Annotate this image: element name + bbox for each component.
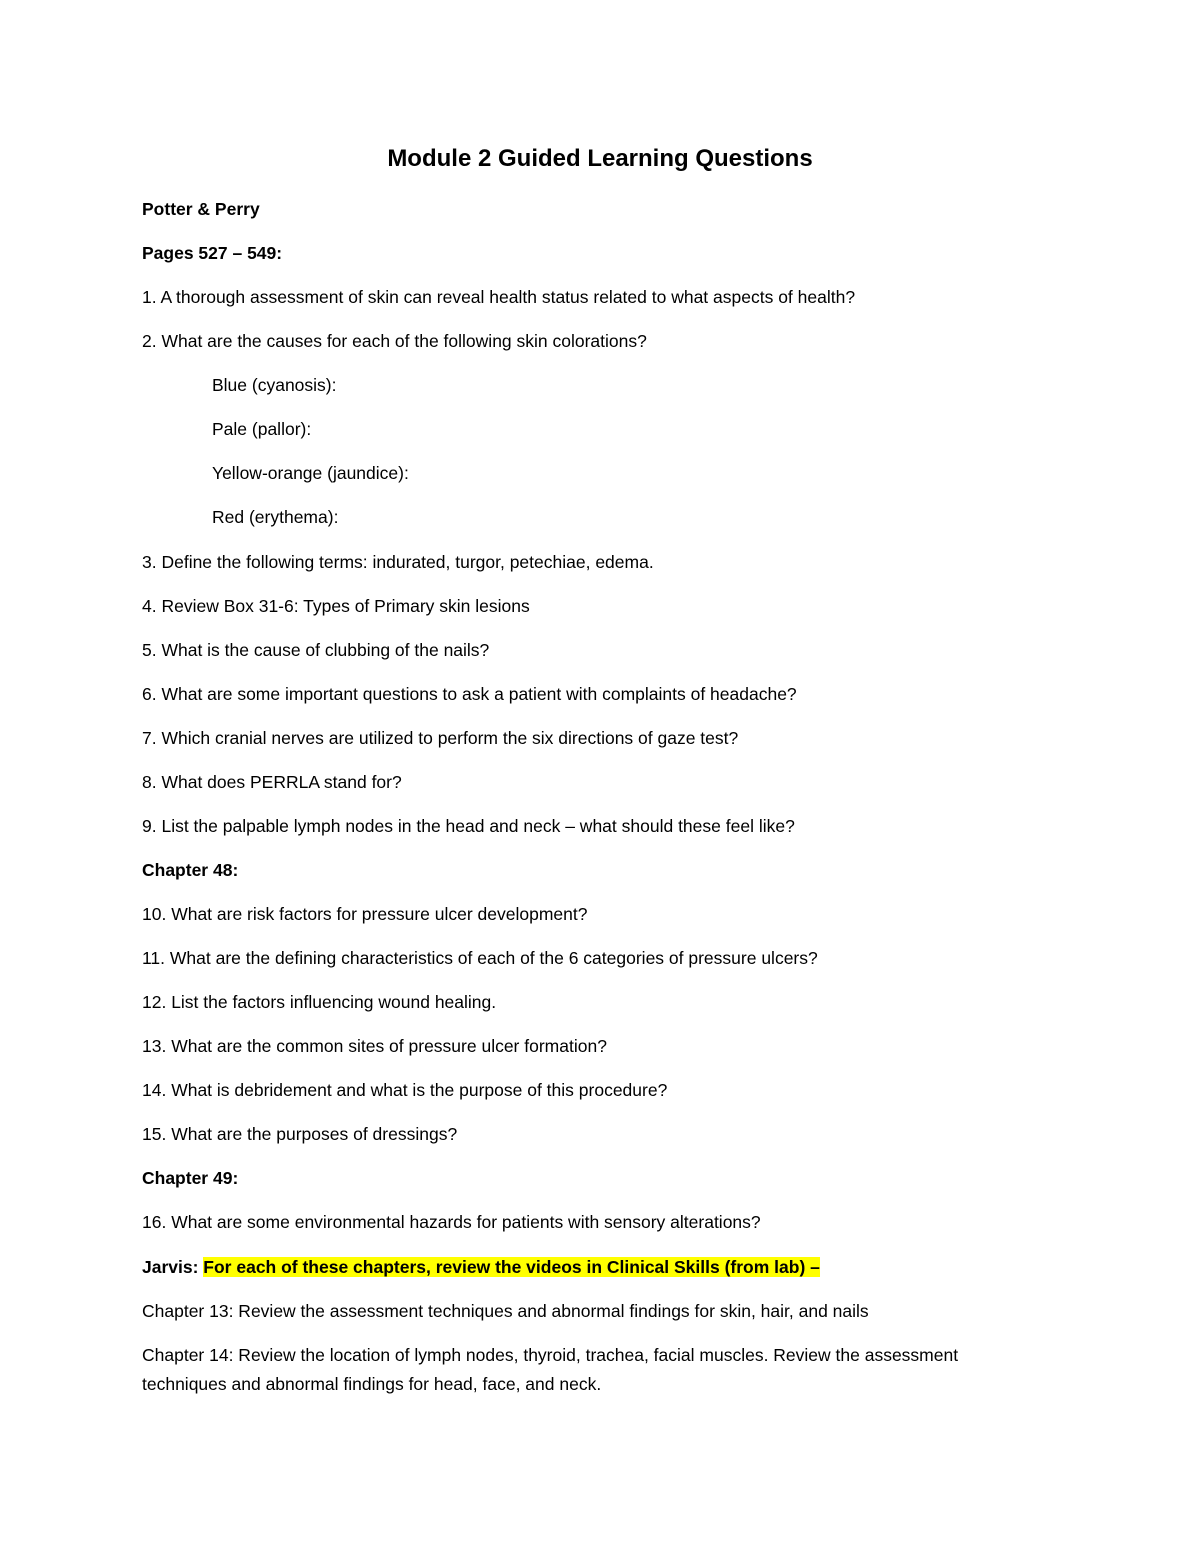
question-13: 13. What are the common sites of pressure ulcer formation?	[142, 1036, 607, 1056]
question-9: 9. List the palpable lymph nodes in the head and neck – what should these feel like?	[142, 816, 795, 836]
coloration-red: Red (erythema):	[212, 507, 339, 527]
question-3: 3. Define the following terms: indurated, turgor, petechiae, edema.	[142, 552, 654, 572]
question-12: 12. List the factors influencing wound healing.	[142, 992, 497, 1012]
coloration-blue: Blue (cyanosis):	[212, 375, 337, 395]
source-heading: Potter & Perry	[142, 199, 260, 219]
question-4: 4. Review Box 31-6: Types of Primary skin lesions	[142, 596, 530, 616]
pages-heading: Pages 527 – 549:	[142, 243, 283, 263]
chapter-13-note: Chapter 13: Review the assessment techniques and abnormal findings for skin, hair, and nails	[142, 1301, 869, 1321]
question-15: 15. What are the purposes of dressings?	[142, 1124, 458, 1144]
chapter-48-heading: Chapter 48:	[142, 860, 239, 880]
chapter-49-heading: Chapter 49:	[142, 1168, 239, 1188]
jarvis-highlight: For each of these chapters, review the videos in Clinical Skills (from lab) –	[203, 1257, 820, 1277]
question-1: 1. A thorough assessment of skin can reveal health status related to what aspects of health?	[142, 287, 856, 307]
question-14: 14. What is debridement and what is the purpose of this procedure?	[142, 1080, 668, 1100]
question-5: 5. What is the cause of clubbing of the nails?	[142, 640, 490, 660]
coloration-pale: Pale (pallor):	[212, 419, 312, 439]
question-2: 2. What are the causes for each of the following skin colorations?	[142, 331, 647, 351]
document-title: Module 2 Guided Learning Questions	[387, 145, 813, 172]
question-16: 16. What are some environmental hazards for patients with sensory alterations?	[142, 1212, 761, 1232]
jarvis-line	[142, 1253, 820, 1281]
question-6: 6. What are some important questions to ask a patient with complaints of headache?	[142, 684, 797, 704]
coloration-yellow-orange: Yellow-orange (jaundice):	[212, 463, 409, 483]
question-8: 8. What does PERRLA stand for?	[142, 772, 402, 792]
question-10: 10. What are risk factors for pressure ulcer development?	[142, 904, 588, 924]
question-7: 7. Which cranial nerves are utilized to perform the six directions of gaze test?	[142, 728, 739, 748]
jarvis-label: Jarvis:	[142, 1257, 204, 1277]
question-11: 11. What are the defining characteristics of each of the 6 categories of pressure ulcers?	[142, 948, 818, 968]
chapter-14-note: Chapter 14: Review the location of lymph nodes, thyroid, trachea, facial muscles. Review the assessment techniques and abnormal findings for head, face, and neck.	[142, 1345, 959, 1394]
